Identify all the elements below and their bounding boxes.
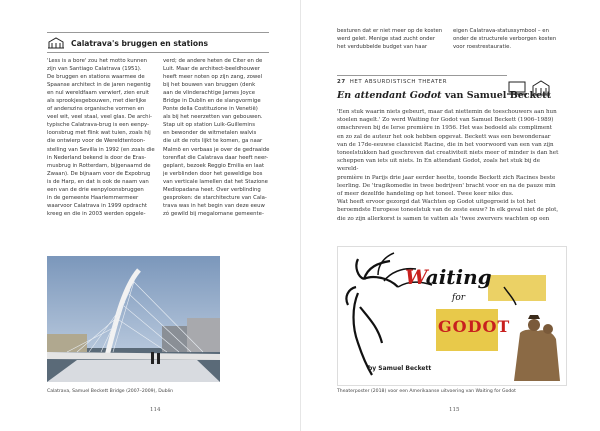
poster-caption: Theaterposter (2018) voor een Amerikaanse uitvoering van Waiting for Godot xyxy=(337,389,516,394)
section-underline xyxy=(47,52,269,53)
right-top-column-1: besturen dat er niet meer op de kosten werd gelet. Menige stad zucht onder het verdubbelde budget van haar xyxy=(337,28,443,51)
poster-title-line1: Waiting xyxy=(405,265,492,289)
section-header xyxy=(47,35,269,51)
poster-title-line2: for xyxy=(452,293,466,303)
article-title-rest: van Samuel Beckett xyxy=(441,90,551,101)
photo-caption: Calatrava, Samuel Beckett Bridge (2007–2009), Dublin xyxy=(47,389,174,394)
right-top-column-2: eigen Calatrava-statussymbool – en onder de structurele verborgen kosten voor roestrestauratie. xyxy=(453,28,557,51)
text-column-2: verd; de andere heten de Citer en de Luit. Maar de architect-beeldhouwer heeft meer noten op zijn zang, zowel bij het bouwen van bruggen (denk aan de vlinderachtige James Joyce Bridge in Dublin en de slangvormige Ponte della Costituzione in Venetië) als bij het neerzetten van gebouwen. Stap uit op station Luik-Guillemins en bewonder de witmetalen walvis die uit de rots lijkt te komen, ga naar Malmö en verbaas je over de gedraaide torenflat die Calatrava daar heeft neer- geplant, bezoek Reggio Emilia en laat je verblinden door het geweldige bos van verticale lamellen dat het Stazione Mediopadana heet. Over verblinding gesproken: de starchitecture van Cala- trava was in het begin van deze eeuw zó gewild bij megalomane gemeente- xyxy=(163,58,270,217)
article-body: 'Een stuk waarin niets gebeurt, maar dat niettemin de toeschouwers aan hun stoelen nagelt.' Zo werd Waiting for Godot van Samuel Beckett (1906–1989) omschreven bij de Ierse première in 1956. Het was bedoeld als compliment en zo zal de auteur het ook hebben opgevat. Beckett was een bewonderaar van de 17de-eeuwse classicist Racine, die in het voorwoord van een van zijn toneelstukken had geschreven dat creativiteit niets meer of minder is dan het scheppen van iets uit niets. In En attendant Godot, zoals het stuk bij de wereld- première in Parijs drie jaar eerder heette, toonde Beckett zich Racines beste leerling. De 'tragikomedie in twee bedrijven' bracht voor en na de pauze min of meer dezelfde handeling op het toneel. Twee keer niks dus. Wat heeft ervoor gezorgd dat Wachten op Godot uitgegroeid is tot het beroemdste Europese toneelstuk van de zeste eeuw? In elk geval niet de plot, die zo zijn allerkorst is samen te vatten als 'twee zwervers wachten op een xyxy=(337,109,559,222)
poster-author: by Samuel Beckett xyxy=(368,365,432,372)
poster-title-w: W xyxy=(405,265,426,289)
chapter-rule xyxy=(337,75,507,76)
chapter-label xyxy=(337,79,447,85)
article-title xyxy=(337,90,551,101)
section-title: Calatrava's bruggen en stations xyxy=(71,38,208,48)
chapter-number: 27 xyxy=(337,79,346,85)
godot-poster xyxy=(337,246,567,386)
building-icon xyxy=(47,37,65,49)
top-rule xyxy=(47,32,269,33)
page-number: 114 xyxy=(150,407,161,413)
poster-title-line3: GODOT xyxy=(438,317,511,336)
chapter-title: HET ABSURDISTISCH THEATER xyxy=(349,79,448,85)
article-title-italic: En attendant Godot xyxy=(337,90,442,101)
page-number-right: 115 xyxy=(449,407,460,413)
text-column-1: 'Less is a bore' zou het motto kunnen zijn van Santiago Calatrava (1951). De bruggen en stations waarmee de Spaanse architect in de jaren negentig en nul wereldfaam verwierf, zien eruit als sprookjesgebouwen, met dierlijke of anderszins organische vormen en veel wit, veel staal, veel glas. De archi- typische Calatrava-brug is een eenpy- loonsbrug met flink wat tuien, zoals hij die ontwierp voor de Wereldtentoon- stelling van Sevilla in 1992 (en zoals die in Nederland bekend is door de Eras- musbrug in Rotterdam, bijgenaamd de Zwaan). De bijnaam voor de Expobrug is de Harp, en dat is ook de naam van een van de drie eenpyloonsbruggen in de gemeente Haarlemmermeer waarvoor Calatrava in 1999 opdracht kreeg en die in 2003 werden opgele- xyxy=(47,58,155,217)
bridge-photo xyxy=(47,256,220,382)
